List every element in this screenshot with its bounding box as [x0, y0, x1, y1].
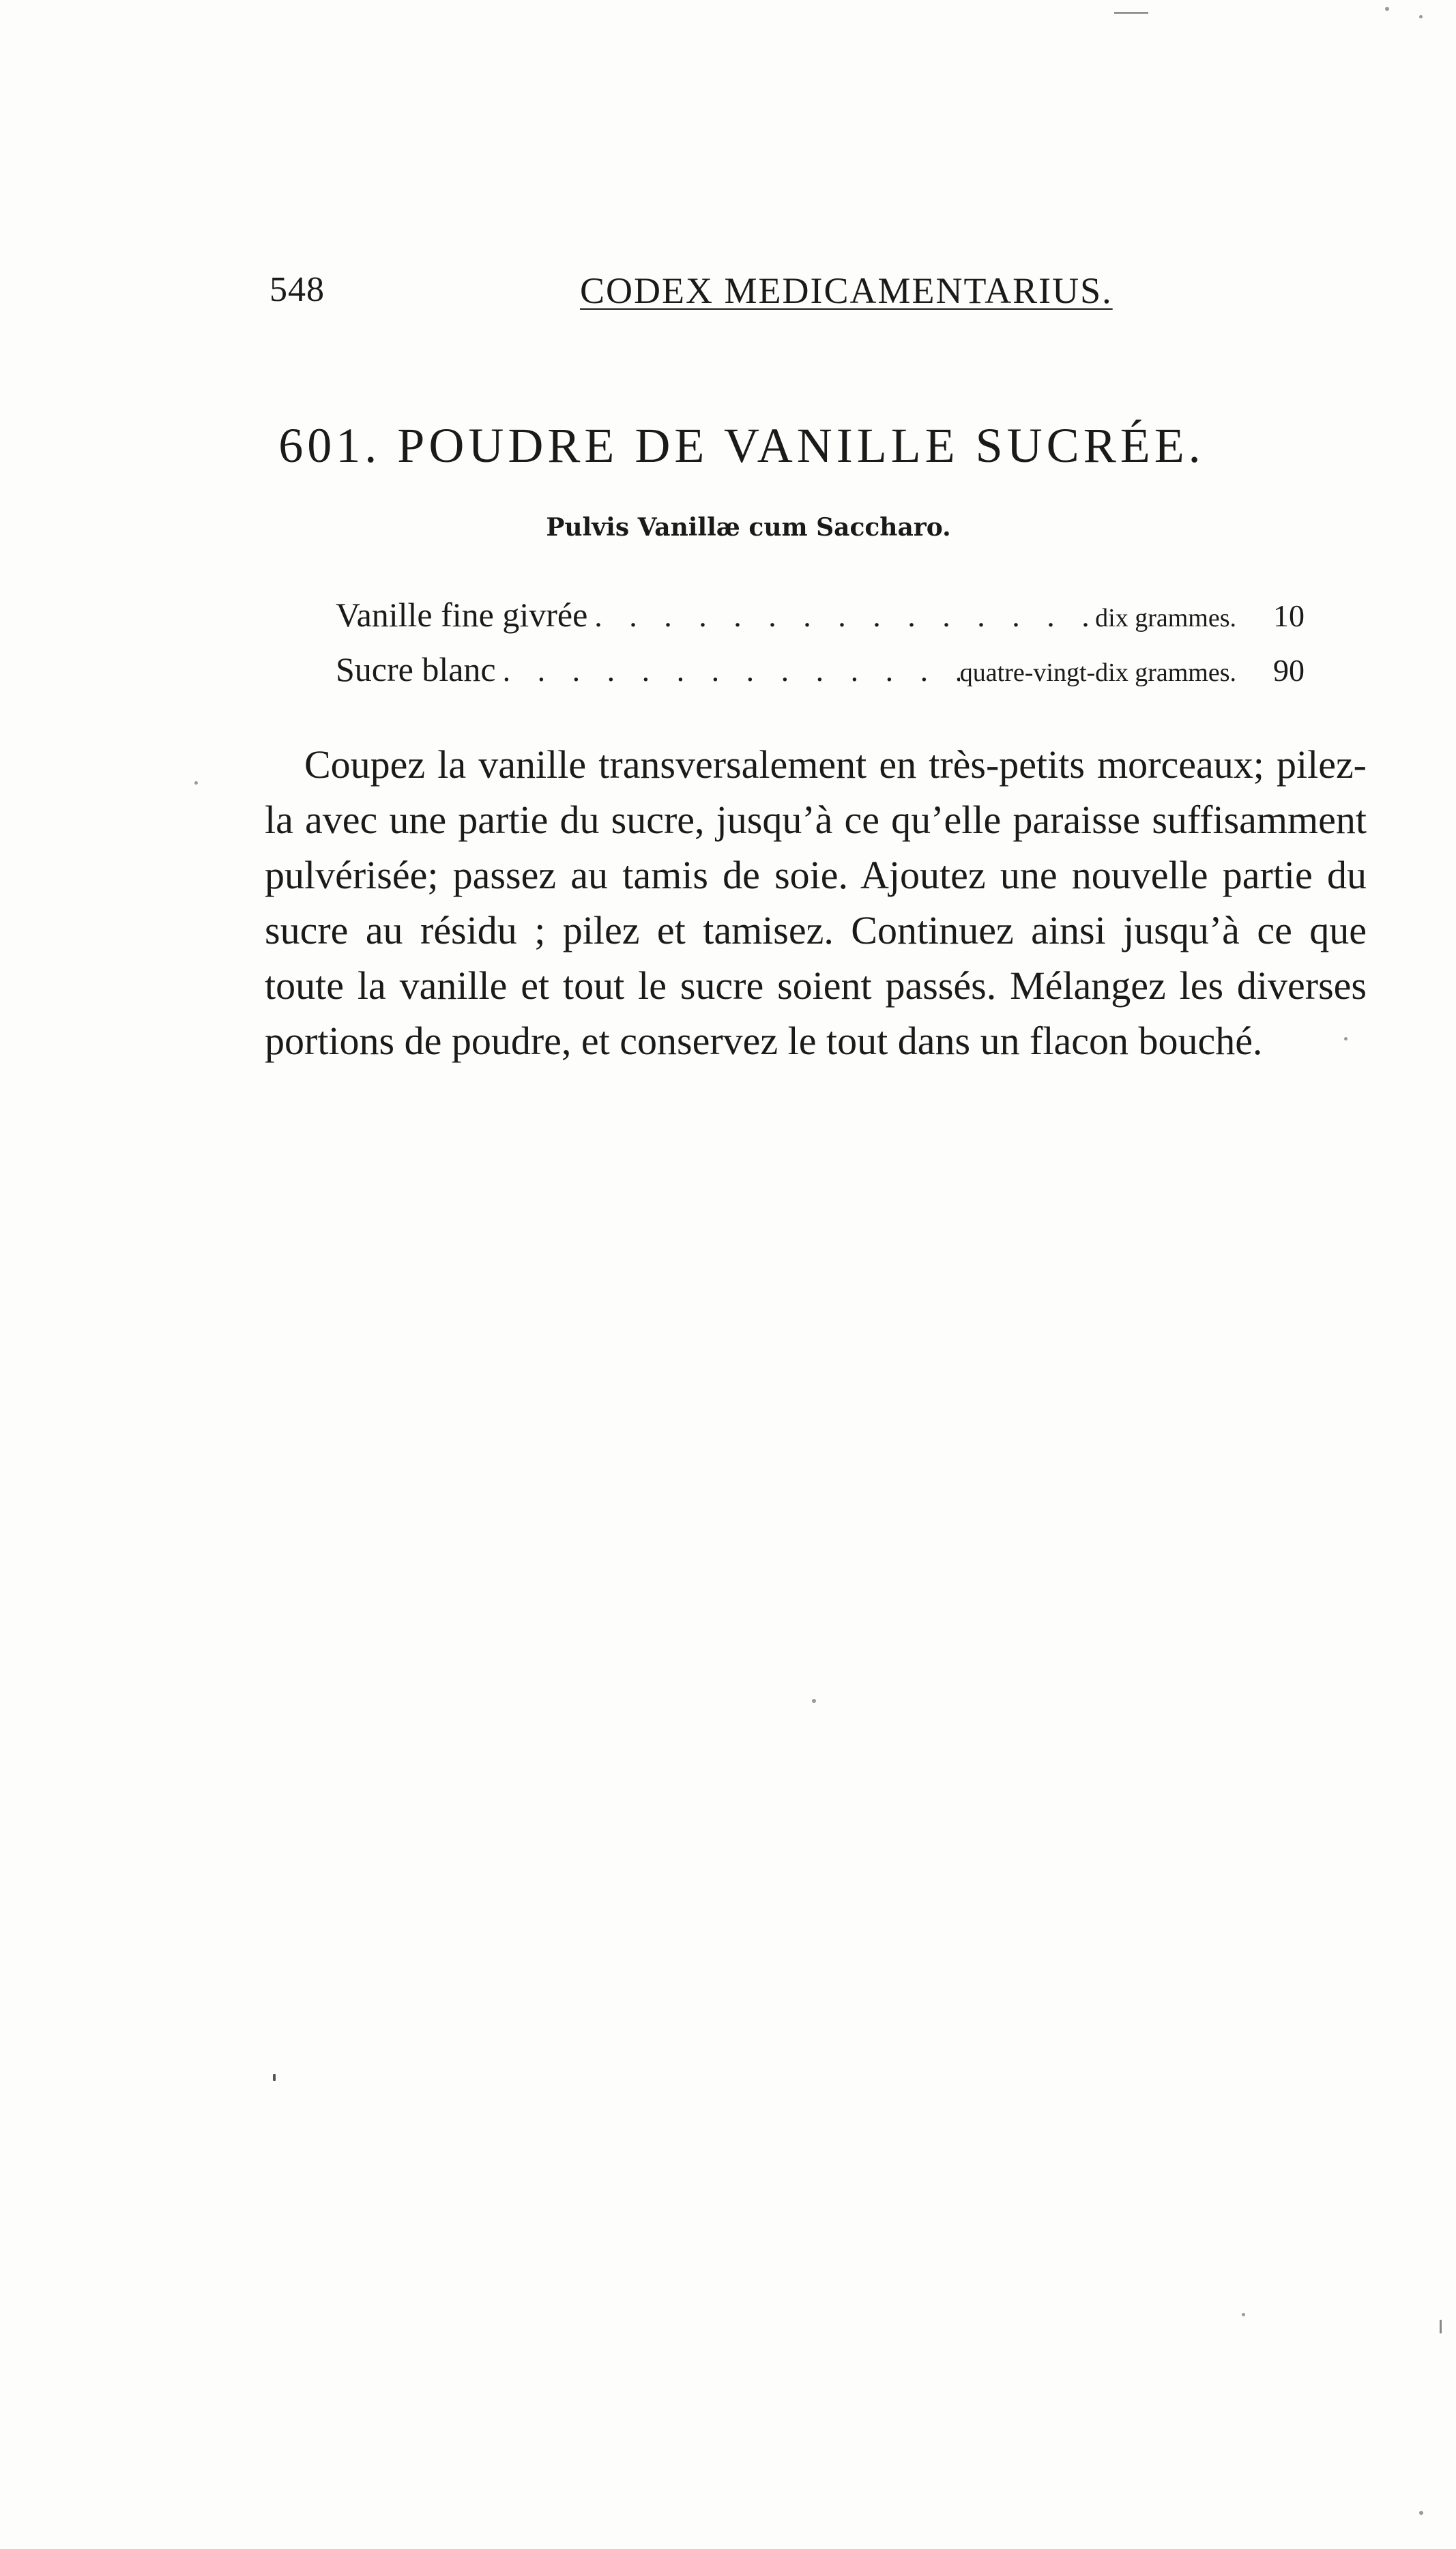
- scan-speck: [1440, 2320, 1442, 2333]
- scan-speck: [1114, 12, 1148, 14]
- dot-leader: [587, 598, 1095, 634]
- section-heading: 601. POUDRE DE VANILLE SUCRÉE.: [278, 418, 1205, 473]
- scan-speck: [194, 781, 198, 785]
- scan-speck: [1419, 2511, 1423, 2515]
- quantity-words: quatre-vingt-dix grammes.: [959, 658, 1236, 687]
- page-number: 548: [270, 270, 325, 309]
- scan-speck: [1385, 7, 1389, 11]
- latin-subheading: Pulvis Vanillæ cum Saccharo.: [546, 513, 951, 542]
- scan-speck: [1344, 1037, 1348, 1040]
- formula-row: [336, 595, 1305, 650]
- scan-speck: [1419, 15, 1423, 18]
- scan-speck: [1242, 2313, 1245, 2316]
- ingredient-name: Sucre blanc: [336, 650, 496, 688]
- body-paragraph: Coupez la vanille transversalement en très-petits morceaux; pilez-la avec une partie du sucre, jusqu’à ce qu’elle paraisse suffisamment pulvérisée; passez au tamis de soie. Ajoutez une nouvelle partie du sucre au résidu ; pilez et tamisez. Continuez ainsi jusqu’à ce que toute la vanille et tout le sucre soient passés. Mélangez les diverses portions de poudre, et conservez le tout dans un flacon bouché.: [265, 742, 1367, 1063]
- quantity-words: dix grammes.: [1095, 604, 1236, 632]
- scan-speck: [273, 2074, 276, 2081]
- quantity-number: 10: [1273, 598, 1305, 633]
- running-head: [270, 270, 1365, 317]
- dot-leader: [496, 652, 960, 688]
- formula-table: [336, 595, 1305, 704]
- formula-row: [336, 650, 1305, 704]
- running-title: CODEX MEDICAMENTARIUS.: [580, 270, 1113, 311]
- scan-speck: [812, 1699, 816, 1703]
- quantity-number: 90: [1273, 653, 1305, 688]
- ingredient-name: Vanille fine givrée: [336, 596, 588, 634]
